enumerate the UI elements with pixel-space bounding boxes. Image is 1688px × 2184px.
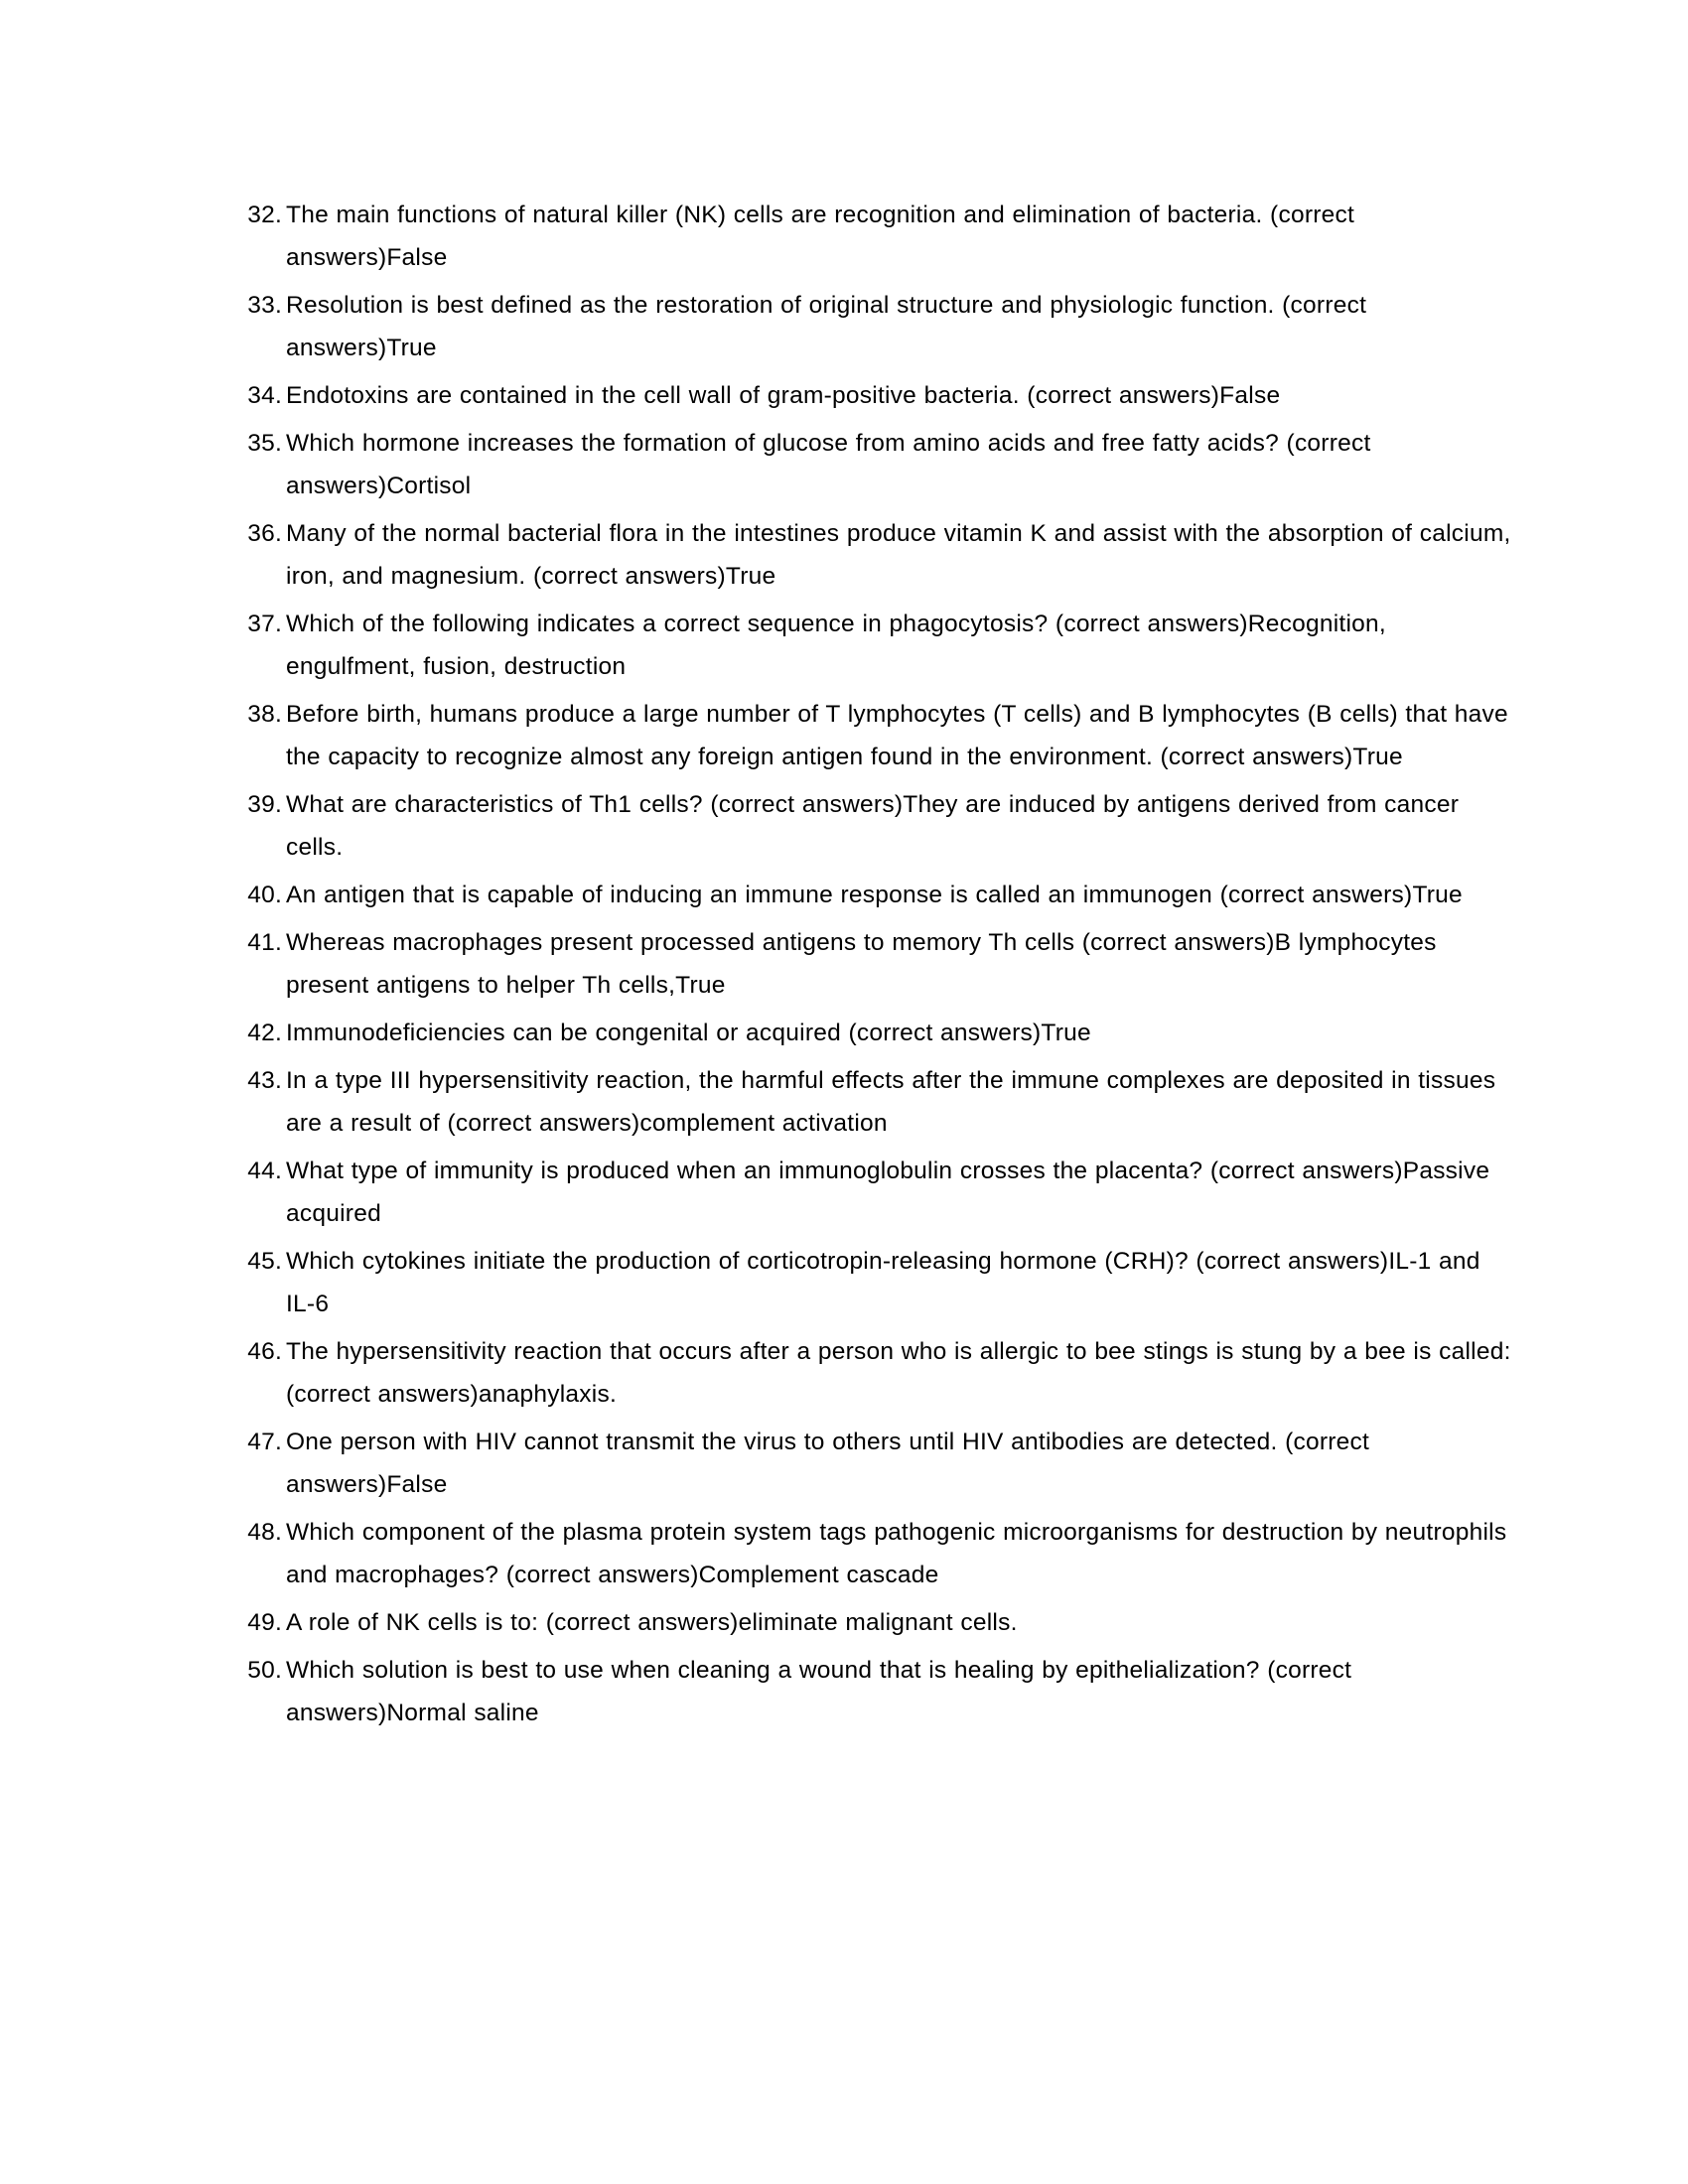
question-text: In a type III hypersensitivity reaction, the harmful effects after the immune complexes are deposited in tissues are a result of (correct answers)complement activation [286, 1067, 1496, 1137]
question-number: 43. [247, 1067, 282, 1094]
question-number: 41. [247, 929, 282, 956]
question-number: 46. [247, 1338, 282, 1365]
list-item [238, 1649, 1514, 1734]
question-number: 48. [247, 1519, 282, 1546]
question-text: Endotoxins are contained in the cell wall of gram-positive bacteria. (correct answers)False [286, 382, 1281, 409]
question-text: Which solution is best to use when cleaning a wound that is healing by epithelialization? (correct answers)Normal saline [286, 1657, 1352, 1726]
question-number: 49. [247, 1609, 282, 1636]
question-number: 37. [247, 611, 282, 637]
question-number: 34. [247, 382, 282, 409]
list-item [238, 783, 1514, 869]
list-item [238, 921, 1514, 1007]
question-number: 44. [247, 1158, 282, 1184]
list-item [238, 1150, 1514, 1235]
question-text: Immunodeficiencies can be congenital or acquired (correct answers)True [286, 1020, 1091, 1046]
question-text: Which component of the plasma protein system tags pathogenic microorganisms for destruction by neutrophils and macrophages? (correct answers)Complement cascade [286, 1519, 1507, 1588]
question-text: An antigen that is capable of inducing an immune response is called an immunogen (correct answers)True [286, 882, 1463, 908]
question-text: What type of immunity is produced when an immunoglobulin crosses the placenta? (correct answers)Passive acquired [286, 1158, 1490, 1227]
question-number: 33. [247, 292, 282, 319]
question-text: What are characteristics of Th1 cells? (correct answers)They are induced by antigens derived from cancer cells. [286, 791, 1460, 861]
list-item [238, 1240, 1514, 1325]
list-item [238, 1330, 1514, 1416]
list-item [238, 284, 1514, 369]
question-number: 35. [247, 430, 282, 457]
question-number: 32. [247, 202, 282, 228]
question-text: Before birth, humans produce a large number of T lymphocytes (T cells) and B lymphocytes (B cells) that have the capacity to recognize almost any foreign antigen found in the environment. (correct answers)True [286, 701, 1508, 770]
question-number: 45. [247, 1248, 282, 1275]
list-item [238, 1601, 1514, 1644]
question-text: Which hormone increases the formation of glucose from amino acids and free fatty acids? (correct answers)Cortisol [286, 430, 1371, 499]
question-number: 36. [247, 520, 282, 547]
list-item [238, 874, 1514, 916]
question-text: The main functions of natural killer (NK) cells are recognition and elimination of bacteria. (correct answers)False [286, 202, 1355, 271]
question-number: 42. [247, 1020, 282, 1046]
list-item [238, 1059, 1514, 1145]
question-text: Resolution is best defined as the restoration of original structure and physiologic function. (correct answers)True [286, 292, 1367, 361]
question-text: The hypersensitivity reaction that occurs after a person who is allergic to bee stings is stung by a bee is called: (correct answers)anaphylaxis. [286, 1338, 1511, 1408]
list-item [238, 194, 1514, 279]
list-item [238, 1421, 1514, 1506]
question-text: Which of the following indicates a correct sequence in phagocytosis? (correct answers)Recognition, engulfment, fusion, destruction [286, 611, 1386, 680]
question-number: 39. [247, 791, 282, 818]
list-item [238, 603, 1514, 688]
list-item [238, 693, 1514, 778]
list-item [238, 512, 1514, 598]
question-number: 40. [247, 882, 282, 908]
question-number: 50. [247, 1657, 282, 1684]
list-item [238, 1012, 1514, 1054]
question-text: One person with HIV cannot transmit the virus to others until HIV antibodies are detected. (correct answers)False [286, 1429, 1370, 1498]
list-item [238, 422, 1514, 507]
list-item [238, 374, 1514, 417]
question-list [238, 194, 1514, 1734]
list-item [238, 1511, 1514, 1596]
question-text: Whereas macrophages present processed antigens to memory Th cells (correct answers)B lymphocytes present antigens to helper Th cells,True [286, 929, 1437, 999]
question-text: Which cytokines initiate the production of corticotropin-releasing hormone (CRH)? (correct answers)IL-1 and IL-6 [286, 1248, 1480, 1317]
question-text: Many of the normal bacterial flora in the intestines produce vitamin K and assist with the absorption of calcium, iron, and magnesium. (correct answers)True [286, 520, 1511, 590]
question-number: 38. [247, 701, 282, 728]
question-text: A role of NK cells is to: (correct answers)eliminate malignant cells. [286, 1609, 1018, 1636]
question-number: 47. [247, 1429, 282, 1455]
